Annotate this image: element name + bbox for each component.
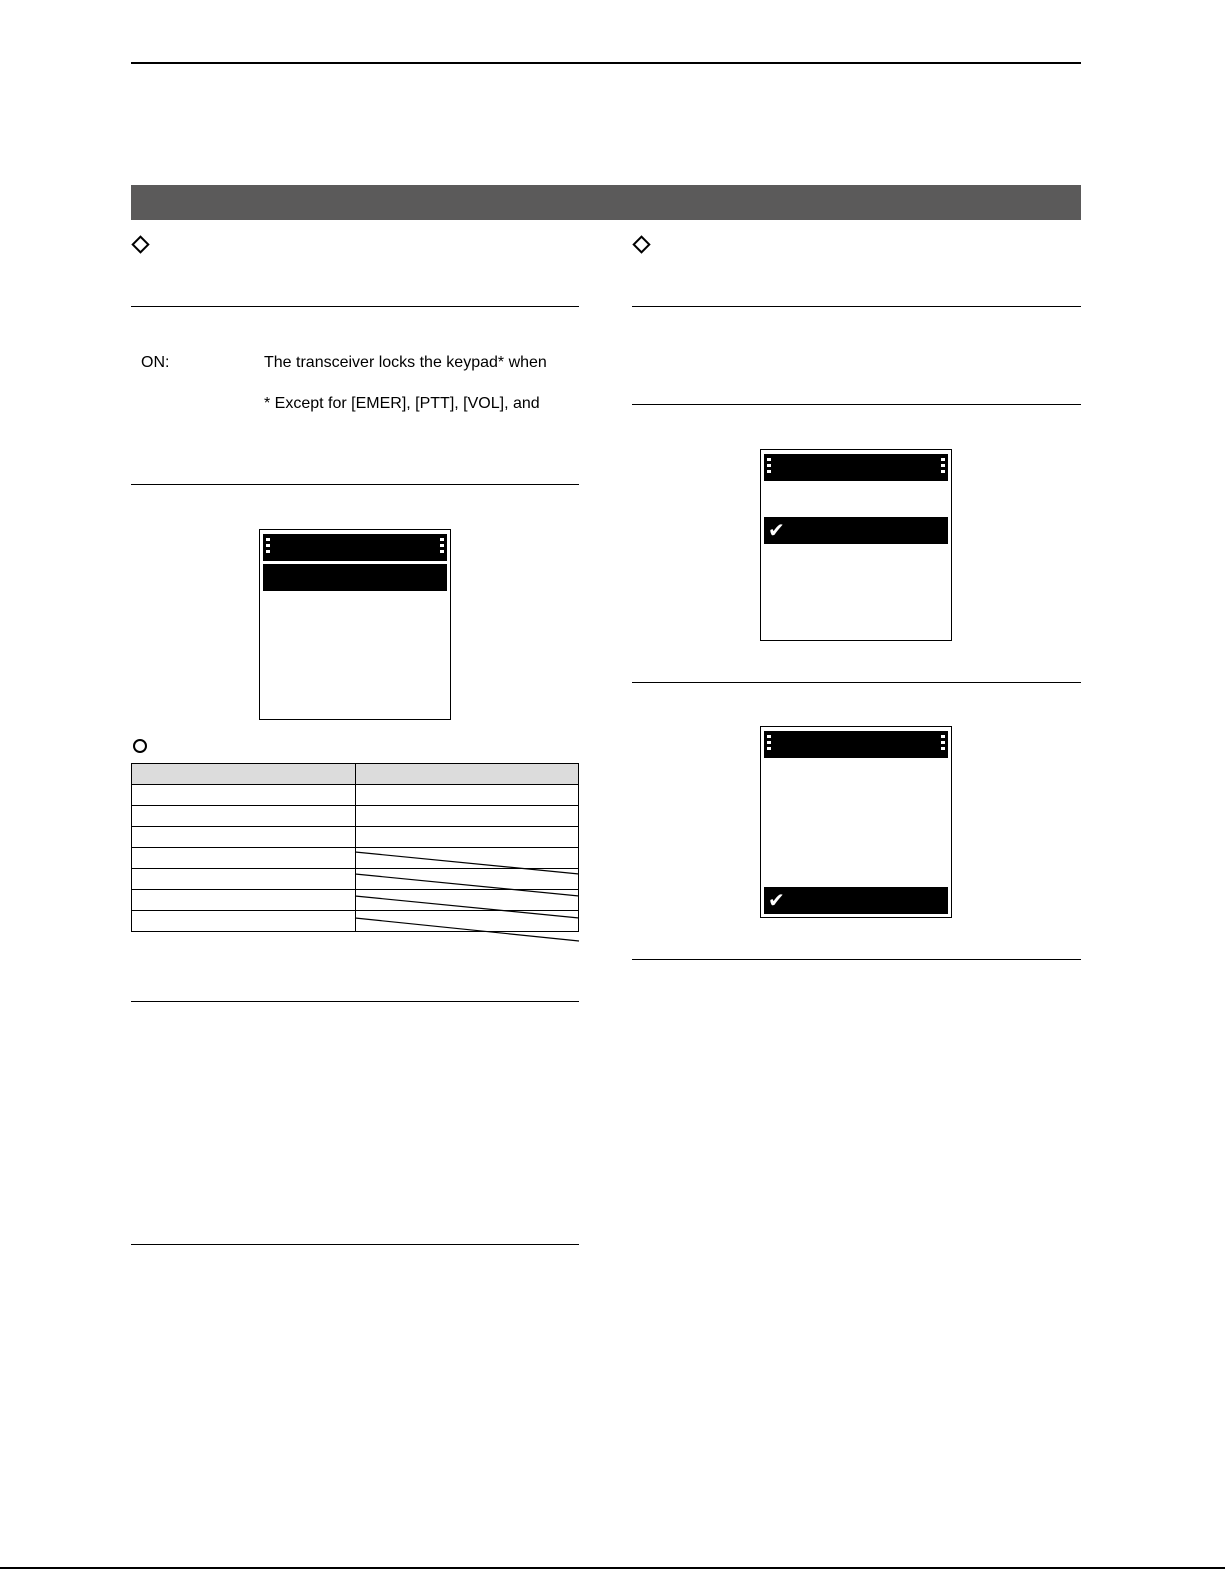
lcd-screen-right-2 — [760, 726, 952, 918]
table-diagonal-line — [355, 896, 579, 918]
table-diagonal-line — [355, 918, 579, 941]
battery-bars-icon — [941, 735, 945, 753]
on-label: ON: — [141, 354, 170, 371]
battery-bars-icon — [941, 458, 945, 476]
table-diagonal-line — [355, 852, 579, 874]
table-diagonal-line — [355, 874, 579, 896]
on-description: The transceiver locks the keypad* when — [264, 354, 547, 371]
lcd-selected-item — [764, 517, 948, 544]
signal-bars-icon — [767, 458, 771, 476]
page-bottom-rule — [0, 1567, 1225, 1569]
checkmark-icon: ✔ — [768, 518, 785, 542]
lcd-title-bar — [764, 731, 948, 758]
checkmark-icon: ✔ — [768, 888, 785, 912]
lcd-title-bar — [764, 454, 948, 481]
lcd-selected-item — [764, 887, 948, 914]
key-exception-footnote: * Except for [EMER], [PTT], [VOL], and — [264, 395, 540, 412]
lcd-screen-right-1 — [760, 449, 952, 641]
signal-bars-icon — [767, 735, 771, 753]
